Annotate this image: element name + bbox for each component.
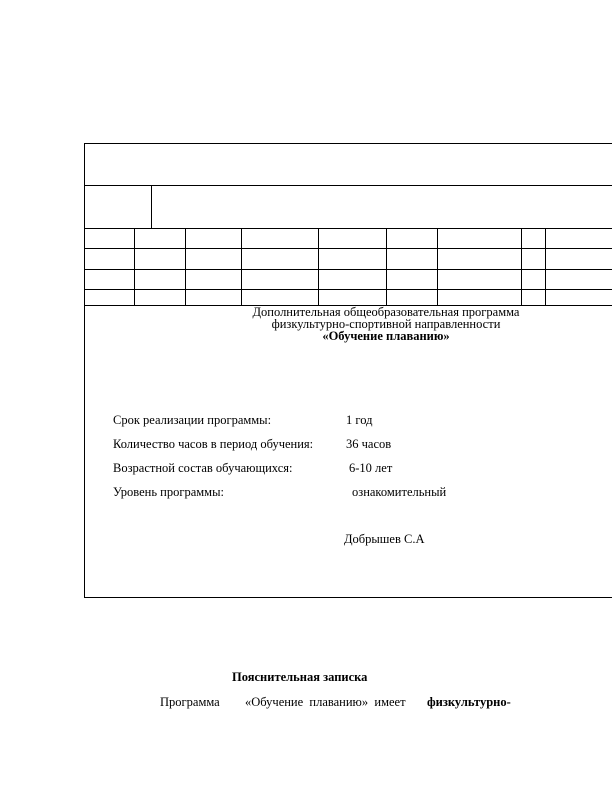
grid-line [437, 228, 438, 305]
author-name: Добрышев С.А [344, 532, 425, 546]
grid-line [545, 228, 546, 305]
duration-value: 1 год [346, 413, 373, 427]
level-value: ознакомительный [352, 485, 447, 499]
hours-label: Количество часов в период обучения: [113, 437, 314, 451]
grid-line [84, 228, 612, 229]
grid-line [386, 228, 387, 305]
grid-line [521, 228, 522, 305]
grid-line [185, 228, 186, 305]
paragraph-word-3: физкультурно- [427, 695, 511, 709]
program-title-line-1: Дополнительная общеобразовательная программа [252, 305, 520, 319]
program-title-line-2: физкультурно-спортивной направленности [271, 317, 501, 331]
hours-value: 36 часов [346, 437, 392, 451]
grid-line [84, 248, 612, 249]
section-heading: Пояснительная записка [232, 670, 368, 684]
paragraph-word-1: Программа [160, 695, 220, 709]
title-page-frame [84, 143, 612, 598]
grid-line [84, 289, 612, 290]
grid-line [84, 185, 612, 186]
grid-line [134, 228, 135, 305]
program-title-line-3: «Обучение плаванию» [322, 329, 450, 343]
grid-line [151, 185, 152, 228]
paragraph-word-2: «Обучение плаванию» имеет [245, 695, 406, 709]
duration-label: Срок реализации программы: [113, 413, 272, 427]
grid-line [84, 269, 612, 270]
level-label: Уровень программы: [113, 485, 224, 499]
grid-line [318, 228, 319, 305]
grid-line [241, 228, 242, 305]
age-label: Возрастной состав обучающихся: [113, 461, 293, 475]
age-value: 6-10 лет [349, 461, 393, 475]
